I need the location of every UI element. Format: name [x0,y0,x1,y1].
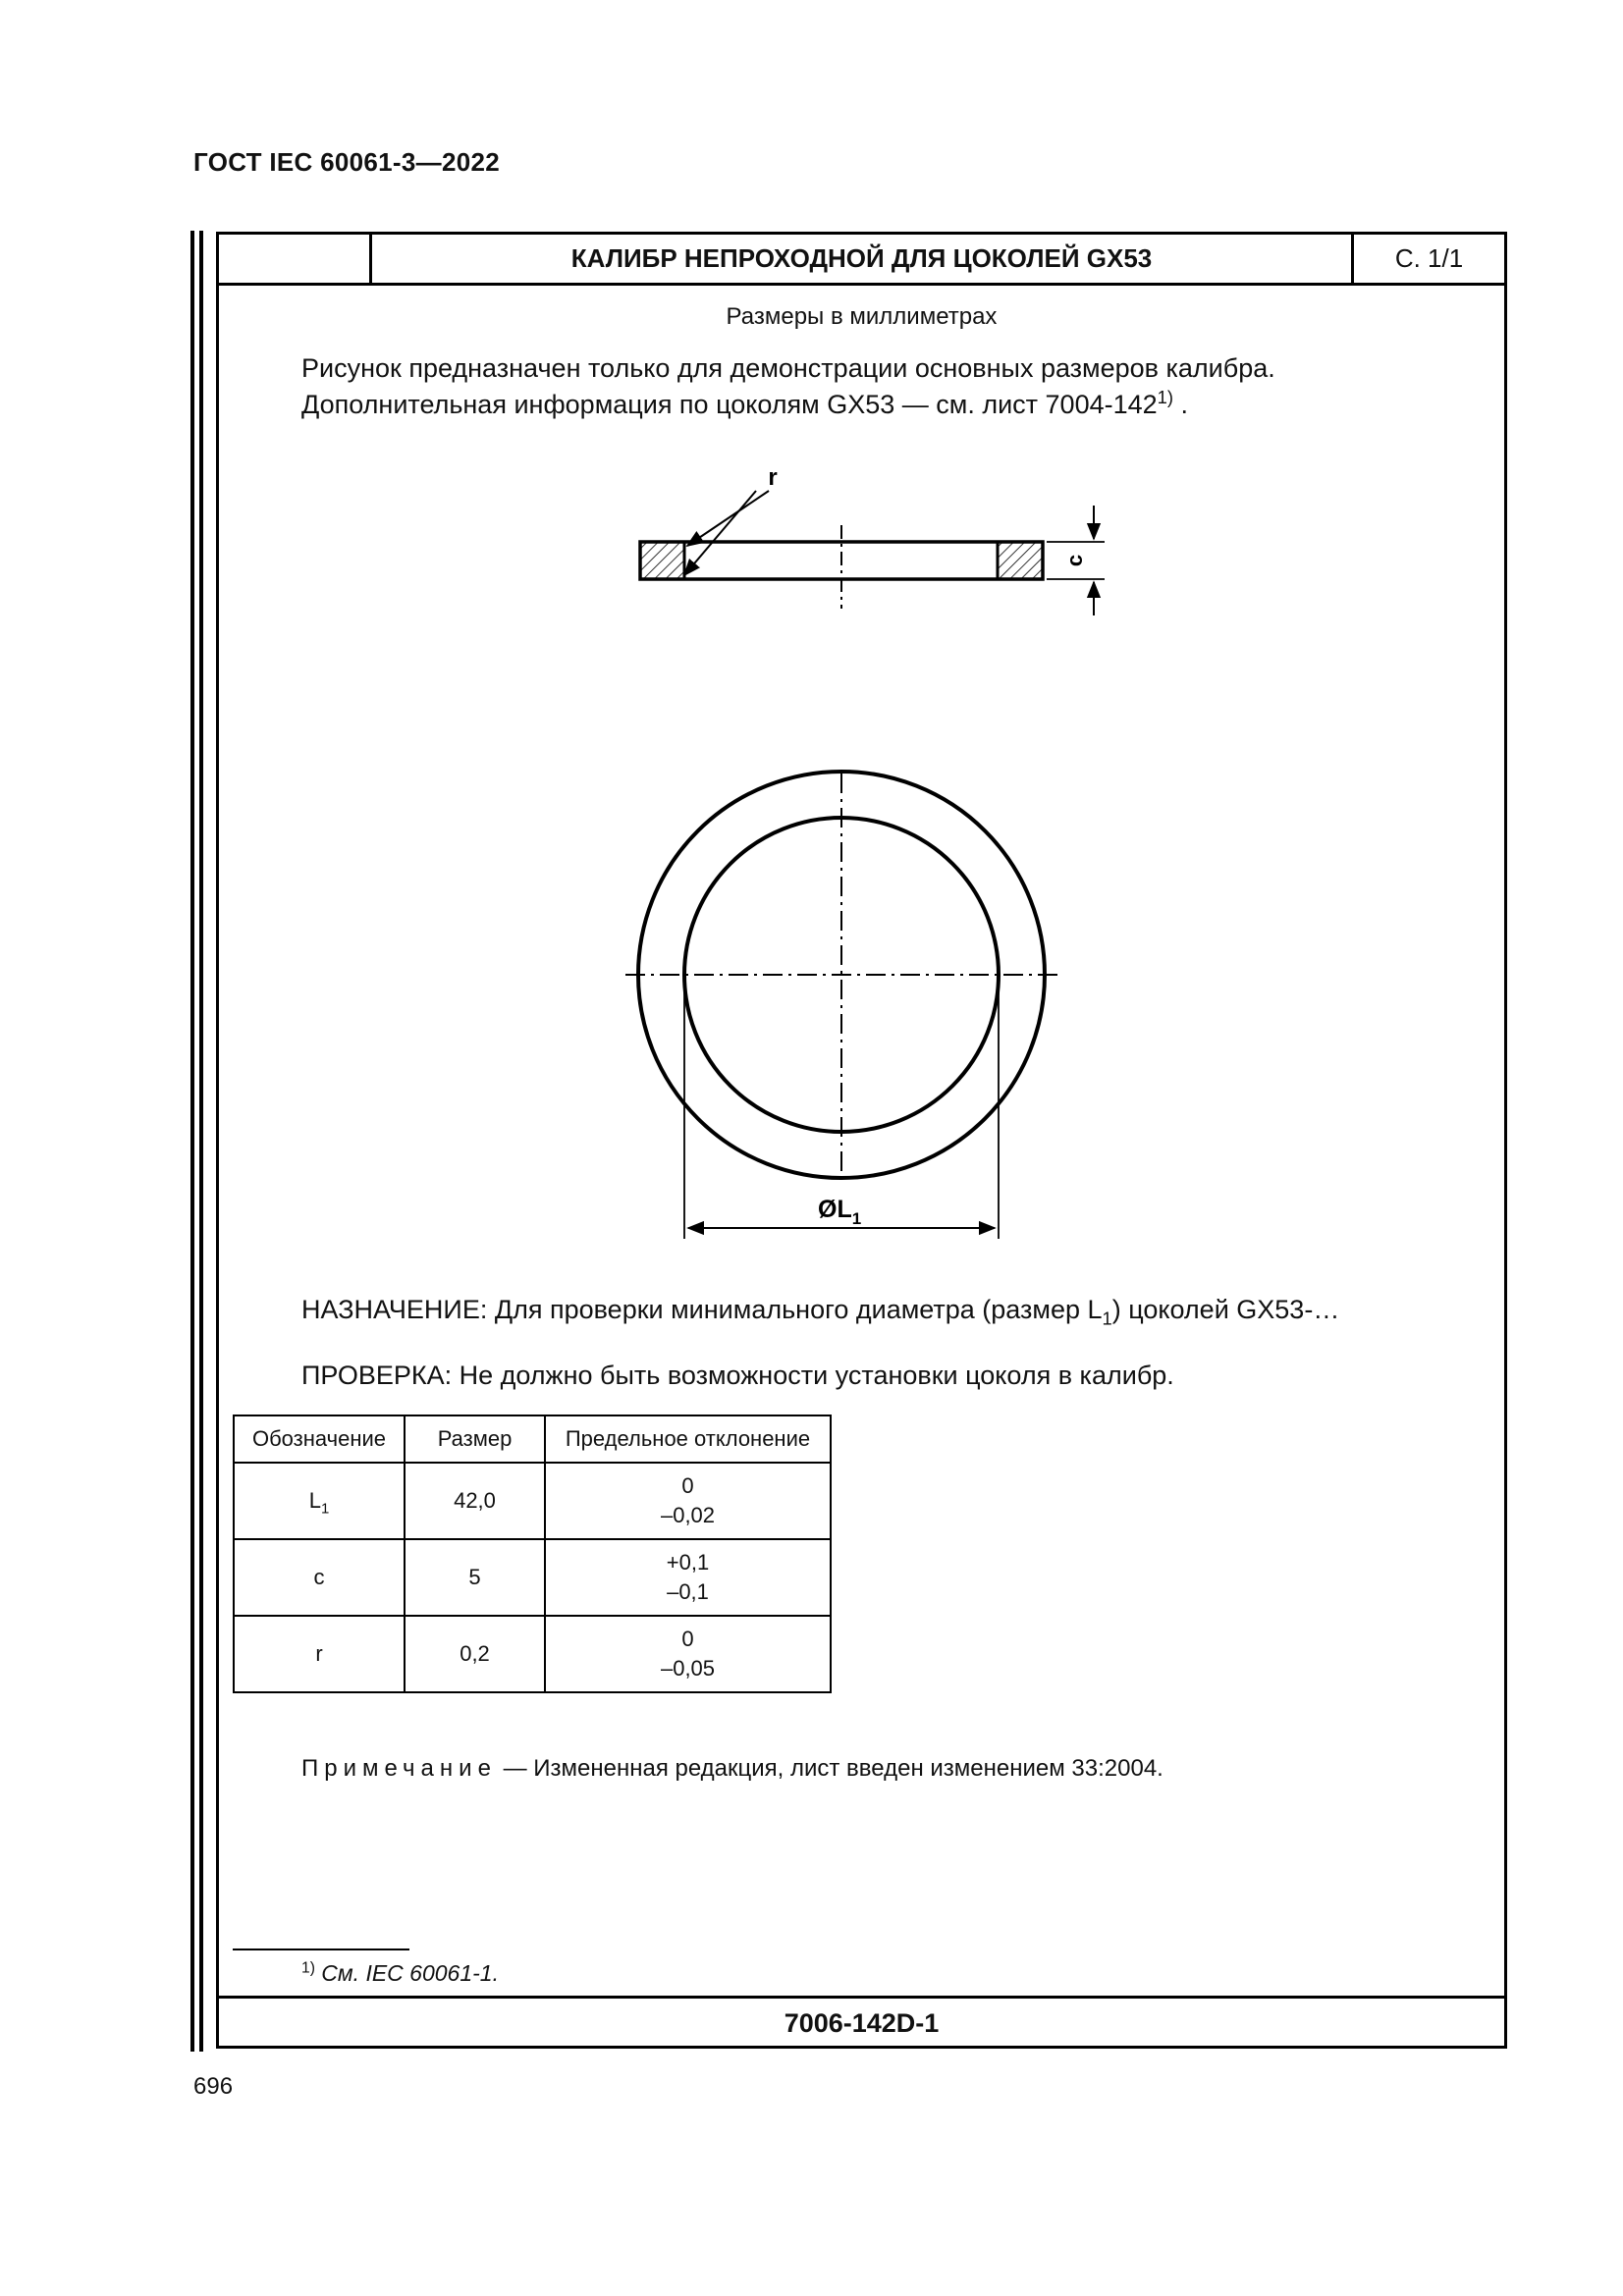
table-row [234,1539,831,1616]
table-row [234,1616,831,1692]
note-text: — Измененная редакция, лист введен изменением 33:2004. [496,1755,1163,1782]
side-view [640,491,1105,615]
footer-row-divider [216,1996,1507,1999]
table-header-cell: Обозначение [234,1415,405,1463]
thickness-label: c [1062,554,1087,567]
tolerance-cell: 0 –0,02 [545,1463,831,1539]
footnote: $^{1)}$ См. IEC 60061-1. [301,1959,499,1986]
page-number: 696 [193,2073,234,2100]
table-header-cell: Предельное отклонение [545,1415,831,1463]
size-cell: 0,2 [405,1616,545,1692]
table-header-cell: Размер [405,1415,545,1463]
size-cell: 5 [405,1539,545,1616]
note [301,1755,1163,1783]
sheet-page-indicator: С. 1/1 [1394,243,1464,273]
sheet-code: 7006-142D-1 [784,2008,940,2038]
table-header-row [234,1415,831,1463]
designation-cell: c [234,1539,405,1616]
designation-cell: r [234,1616,405,1692]
dimension-table [233,1415,832,1693]
units-caption: Размеры в миллиметрах [726,303,998,330]
size-cell: 42,0 [405,1463,545,1539]
note-label: Примечание [301,1755,497,1782]
purpose-line: НАЗНАЧЕНИЕ: Для проверки минимального диаметра (размер $L_1$) цоколей GX53-… [301,1295,1340,1329]
plan-view [625,772,1057,1239]
document-header: ГОСТ IEC 60061-3—2022 [193,147,500,177]
radius-label: r [768,464,778,491]
tolerance-cell: +0,1 –0,1 [545,1539,831,1616]
tolerance-cell: 0 –0,05 [545,1616,831,1692]
designation-cell: $L_1$ [234,1463,405,1539]
sheet-title: КАЛИБР НЕПРОХОДНОЙ ДЛЯ ЦОКОЛЕЙ GX53 [570,243,1153,273]
intro-line-1: Рисунок предназначен только для демонстрации основных размеров калибра. [301,353,1275,383]
diameter-label: $ØL_1$ [818,1196,862,1228]
intro-line-2: Дополнительная информация по цоколям GX53 — см. лист 7004-142$^{1)}$ . [301,387,1189,419]
table-row [234,1463,831,1539]
check-line: ПРОВЕРКА: Не должно быть возможности установки цоколя в калибр. [301,1361,1174,1390]
footnote-separator [233,1949,409,1950]
footnote-ref: 1) [1157,387,1173,407]
